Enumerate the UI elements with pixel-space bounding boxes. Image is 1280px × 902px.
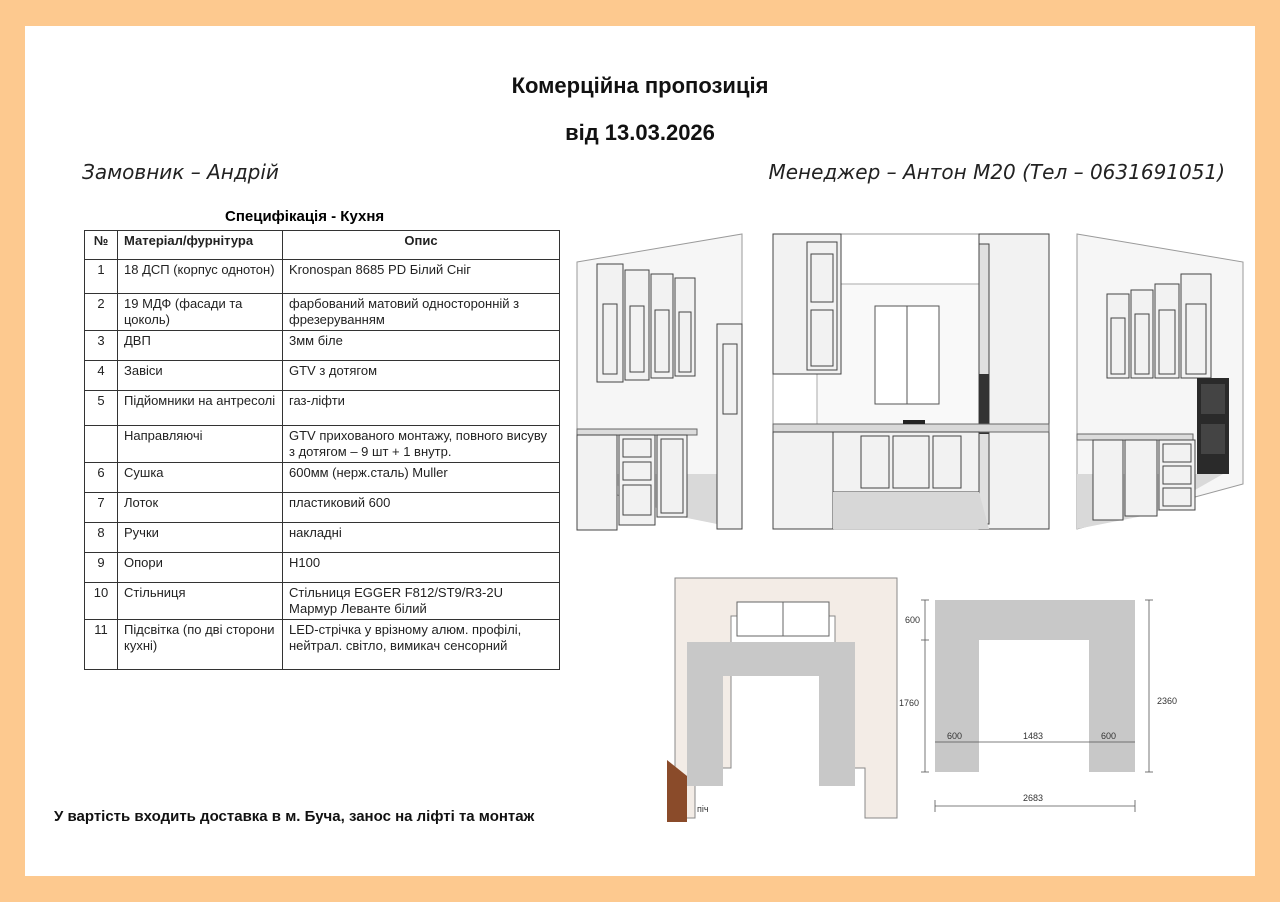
dim-middle-width: 1483 [1023,731,1044,741]
col-header-desc: Опис [283,231,560,260]
table-row [85,463,560,493]
row-material: Підйомники на антресолі [118,391,283,426]
row-material: Направляючі [118,426,283,463]
table-row [85,260,560,294]
row-no: 1 [85,260,118,294]
row-desc: GTV з дотягом [283,361,560,391]
dim-total-width: 2683 [1023,793,1044,803]
dim-left-width: 600 [947,731,963,741]
row-desc: GTV прихованого монтажу, повного висуву з дотягом – 9 шт + 1 внутр. [283,426,560,463]
row-desc: Н100 [283,553,560,583]
stove-label: піч [697,804,709,814]
row-no: 5 [85,391,118,426]
floor-plan-outline [665,576,901,822]
row-no [85,426,118,463]
page-sheet [25,26,1255,876]
row-desc: газ-ліфти [283,391,560,426]
row-no: 4 [85,361,118,391]
row-desc: Kronospan 8685 PD Білий Сніг [283,260,560,294]
table-row [85,553,560,583]
page-title: Комерційна пропозиція [511,73,769,98]
table-row [85,426,560,463]
row-material: Опори [118,553,283,583]
table-row [85,493,560,523]
col-header-no: № [85,231,118,260]
row-material: Лоток [118,493,283,523]
row-desc: Стільниця EGGER F812/ST9/R3-2U Мармур Леванте білий [283,583,560,620]
dim-right-width: 600 [1101,731,1117,741]
table-row [85,331,560,361]
manager-contact: Менеджер – Антон М20 (Тел – 0631691051) [768,160,1225,184]
row-no: 6 [85,463,118,493]
row-no: 7 [85,493,118,523]
row-material: 18 ДСП (корпус однотон) [118,260,283,294]
row-material: Стільниця [118,583,283,620]
dim-total-height: 2360 [1157,696,1178,706]
dim-top-depth: 600 [905,615,921,625]
kitchen-render-left [577,234,757,529]
row-material: ДВП [118,331,283,361]
row-material: Ручки [118,523,283,553]
row-desc: фарбований матовий односторонній з фрезеруванням [283,294,560,331]
footer-note: У вартість входить доставка в м. Буча, занос на ліфті та монтаж [54,808,535,825]
kitchen-render-front [773,234,1049,529]
table-row [85,620,560,670]
kitchen-render-right [1063,234,1243,529]
row-no: 9 [85,553,118,583]
row-desc: 600мм (нерж.сталь) Muller [283,463,560,493]
row-no: 11 [85,620,118,670]
table-row [85,391,560,426]
table-row [85,294,560,331]
offer-date: від 13.03.2026 [565,120,715,145]
row-no: 8 [85,523,118,553]
row-desc: 3мм біле [283,331,560,361]
table-row [85,361,560,391]
spec-header-row [85,231,560,260]
row-no: 3 [85,331,118,361]
table-row [85,523,560,553]
row-desc: пластиковий 600 [283,493,560,523]
row-material: Сушка [118,463,283,493]
col-header-material: Матеріал/фурнітура [118,231,283,260]
row-material: Завіси [118,361,283,391]
floor-plan-dimensions [899,576,1195,816]
table-row [85,583,560,620]
customer-name: Замовник – Андрій [82,160,279,184]
row-material: Підсвітка (по дві сторони кухні) [118,620,283,670]
spec-table [84,230,560,670]
row-no: 2 [85,294,118,331]
row-no: 10 [85,583,118,620]
row-material: 19 МДФ (фасади та цоколь) [118,294,283,331]
row-desc: накладні [283,523,560,553]
dim-left-height: 1760 [899,698,920,708]
spec-title: Специфікація - Кухня [225,208,385,225]
row-desc: LED-стрічка у врізному алюм. профілі, нейтрал. світло, вимикач сенсорний [283,620,560,670]
